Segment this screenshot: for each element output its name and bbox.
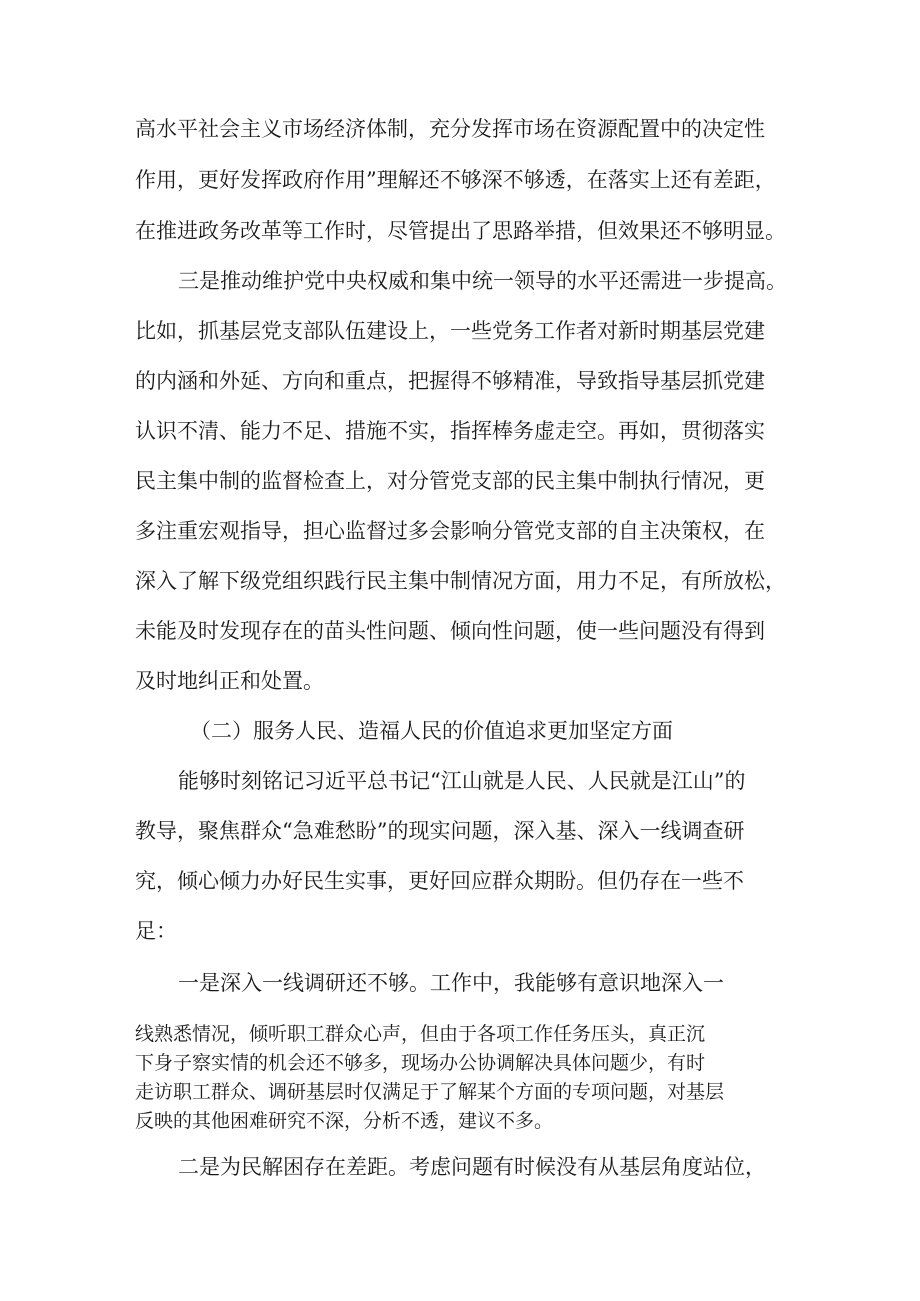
text-line: 能够时刻铭记习近平总书记“江山就是人民、人民就是江山”的: [178, 769, 746, 793]
text-line: 反映的其他困难研究不深，分析不透，建议不多。: [135, 1110, 554, 1132]
text-line: 教导，聚焦群众“急难愁盼”的现实问题，深入基、深入一线调查研: [135, 819, 745, 843]
text-line: 作用，更好发挥政府作用”理解还不够深不够透，在落实上还有差距，: [135, 168, 776, 192]
text-line: 比如，抓基层党支部队伍建设上，一些党务工作者对新时期基层党建: [135, 319, 765, 343]
text-line: 深入了解下级党组织践行民主集中制情况方面，用力不足，有所放松，: [135, 569, 786, 593]
text-line: 认识不清、能力不足、措施不实，指挥棒务虚走空。再如，贯彻落实: [135, 419, 765, 443]
text-line: 足：: [135, 919, 177, 943]
text-line: 二是为民解困存在差距。考虑问题有时候没有从基层角度站位，: [178, 1155, 766, 1179]
text-line: 民主集中制的监督检查上，对分管党支部的民主集中制执行情况，更: [135, 469, 765, 493]
text-line: 走访职工群众、调研基层时仅满足于了解某个方面的专项问题，对基层: [135, 1081, 725, 1103]
text-line: 究，倾心倾力办好民生实事，更好回应群众期盼。但仍存在一些不: [135, 869, 744, 893]
text-line: 未能及时发现存在的苗头性问题、倾向性问题，使一些问题没有得到: [135, 619, 765, 643]
text-line: 及时地纠正和处置。: [135, 669, 324, 693]
text-line: 多注重宏观指导，担心监督过多会影响分管党支部的自主决策权，在: [135, 519, 765, 543]
text-line: 一是深入一线调研还不够。工作中，我能够有意识地深入一: [178, 971, 724, 995]
text-line: 三是推动维护党中央权威和集中统一领导的水平还需进一步提高。: [178, 269, 787, 293]
text-line: 下身子察实情的机会还不够多，现场办公协调解决具体问题少，有时: [135, 1052, 706, 1074]
text-line: 在推进政务改革等工作时，尽管提出了思路举措，但效果还不够明显。: [135, 219, 786, 243]
section-heading: （二）服务人民、造福人民的价值追求更加坚定方面: [190, 719, 673, 743]
text-line: 高水平社会主义市场经济体制，充分发挥市场在资源配置中的决定性: [135, 117, 765, 141]
text-line: 线熟悉情况，倾听职工群众心声，但由于各项工作任务压头，真正沉: [135, 1023, 706, 1045]
text-line: 的内涵和外延、方向和重点，把握得不够精准，导致指导基层抓党建: [135, 369, 765, 393]
